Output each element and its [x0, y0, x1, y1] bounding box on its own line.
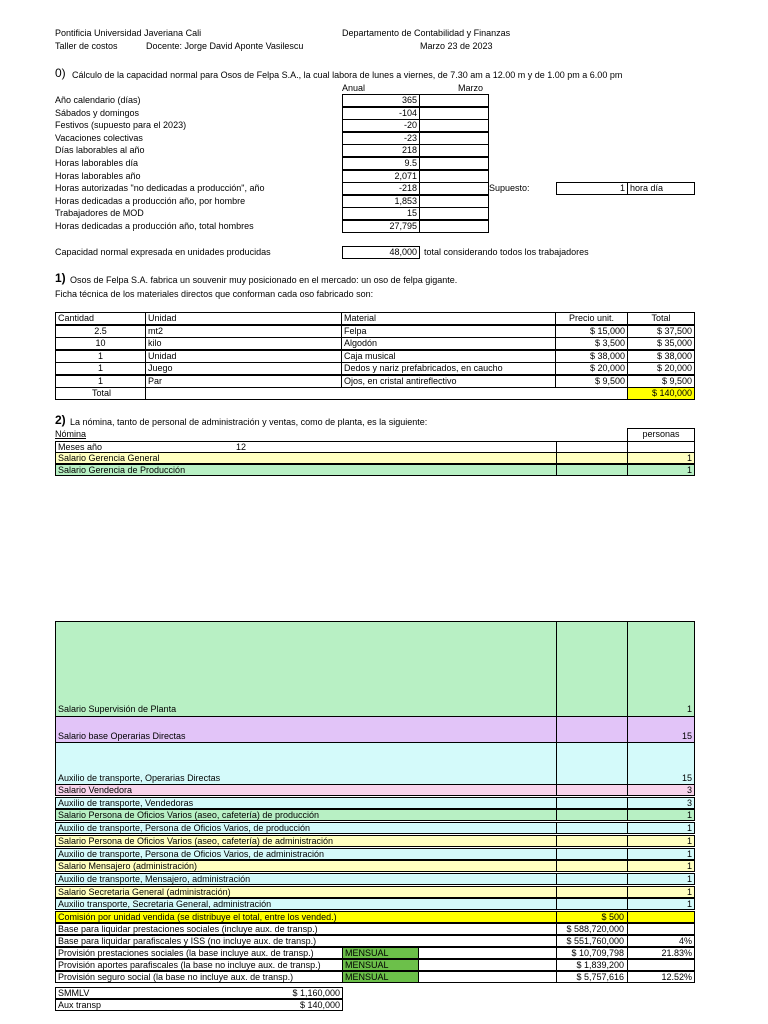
section-0-title: Cálculo de la capacidad normal para Osos de Felpa S.A., la cual labora de lunes a viernes, de 7.30 am a 12.00 m y de 1.00 pm a 6.00 pm: [72, 70, 623, 80]
capacity-row-anual: 1,853: [342, 195, 420, 208]
materials-cell-total: $ 35,000: [627, 337, 695, 350]
materials-cell-price: $ 9,500: [555, 375, 628, 388]
payroll-row: [55, 464, 695, 476]
materials-total-label: Total: [55, 387, 146, 400]
capacity-row-anual: 2,071: [342, 170, 420, 183]
prov-prest-label: Provisión prestaciones sociales (la base incluye aux. de transp.): [58, 948, 314, 958]
capacity-row-marzo: [419, 207, 489, 220]
section-0-number: 0): [55, 66, 66, 80]
capacity-row-label: Trabajadores de MOD: [55, 208, 144, 219]
materials-cell-qty: 10: [55, 337, 146, 350]
prov-prest-value: $ 10,709,798: [571, 948, 624, 958]
comision-row: [55, 911, 695, 923]
payroll-row-personas: 1: [686, 848, 692, 859]
payroll-row-personas: 1: [686, 453, 692, 463]
payroll-row-label: Auxilio de transporte, Persona de Oficios Varios, de administración: [58, 848, 324, 859]
payroll-row-label: Auxilio de transporte, Vendedoras: [58, 797, 194, 808]
materials-header-total: Total: [627, 312, 695, 325]
smmlv-value: $ 1,160,000: [292, 988, 340, 998]
capacity-row-marzo: [419, 220, 489, 233]
meses-label: Meses año: [58, 442, 103, 452]
materials-cell-price: $ 3,500: [555, 337, 628, 350]
aux-transp-label: Aux transp: [58, 1000, 102, 1010]
prov-paraf-row: [55, 959, 695, 971]
payroll-row-label: Salario Secretaria General (administración): [58, 886, 231, 897]
materials-cell-material: Felpa: [341, 325, 556, 338]
payroll-row-supervision: [55, 621, 695, 717]
materials-total-spacer: [145, 387, 628, 400]
aux-transp-value: $ 140,000: [299, 1000, 340, 1010]
materials-cell-material: Algodón: [341, 337, 556, 350]
aux-transp-row: [55, 999, 343, 1011]
personas-header: personas: [627, 428, 695, 442]
materials-cell-qty: 1: [55, 350, 146, 363]
materials-cell-qty: 2.5: [55, 325, 146, 338]
capacity-row-marzo: [419, 157, 489, 170]
capacity-row-marzo: [419, 119, 489, 132]
payroll-row: [55, 886, 695, 898]
capacity-row-anual: 365: [342, 94, 420, 107]
materials-cell-unit: Juego: [145, 362, 342, 375]
capacity-row-label: Horas laborables día: [55, 158, 139, 168]
materials-cell-unit: mt2: [145, 325, 342, 338]
capacity-label: Capacidad normal expresada en unidades producidas: [55, 247, 271, 257]
mensual-badge: MENSUAL: [342, 971, 419, 983]
capacity-row-marzo: [419, 170, 489, 183]
payroll-row-label: Salario Gerencia General: [58, 453, 160, 463]
comision-value: $ 500: [601, 912, 624, 922]
col-anual-header: Anual: [342, 83, 366, 93]
materials-cell-total: $ 20,000: [627, 362, 695, 375]
section-1-line1: Osos de Felpa S.A. fabrica un souvenir muy posicionado en el mercado: un oso de felpa gigante.: [70, 275, 458, 285]
payroll-row: [55, 809, 695, 821]
materials-cell-total: $ 37,500: [627, 325, 695, 338]
materials-cell-price: $ 38,000: [555, 350, 628, 363]
payroll-row-label: Auxilio de transporte, Persona de Oficios Varios, de producción: [58, 823, 310, 834]
payroll-row-personas: 1: [686, 810, 692, 821]
payroll-row-label: Auxilio transporte, Secretaria General, administración: [58, 899, 272, 910]
materials-cell-qty: 1: [55, 362, 146, 375]
materials-cell-material: Dedos y nariz prefabricados, en caucho: [341, 362, 556, 375]
capacity-row-label: Vacaciones colectivas: [55, 132, 143, 143]
capacity-row-anual: -23: [342, 132, 420, 145]
materials-header-price: Precio unit.: [555, 312, 628, 325]
prov-paraf-value: $ 1,839,200: [576, 960, 624, 970]
capacity-row-label: Horas dedicadas a producción año, total hombres: [55, 221, 254, 231]
payroll-row-label: Salario Supervisión de Planta: [58, 704, 177, 714]
payroll-row-personas: 3: [686, 797, 692, 808]
materials-cell-price: $ 15,000: [555, 325, 628, 338]
base-paraf-label: Base para liquidar parafiscales y ISS (no incluye aux. de transp.): [58, 936, 317, 946]
payroll-row-personas: 15: [681, 731, 692, 741]
payroll-row-personas: 15: [681, 773, 692, 783]
base-paraf-pct: 4%: [678, 936, 692, 946]
payroll-row-personas: 1: [686, 465, 692, 475]
payroll-row-label: Salario Gerencia de Producción: [58, 465, 186, 475]
materials-header-unit: Unidad: [145, 312, 342, 325]
payroll-row-label: Salario Vendedora: [58, 785, 133, 795]
capacity-row-label: Año calendario (días): [55, 95, 141, 105]
materials-cell-qty: 1: [55, 375, 146, 388]
payroll-row-label: Salario Persona de Oficios Varios (aseo, cafetería) de administración: [58, 835, 333, 846]
payroll-row: [55, 860, 695, 872]
payroll-row-personas: 1: [686, 835, 692, 846]
payroll-row: [55, 452, 695, 464]
capacity-row-marzo: [419, 144, 489, 157]
comision-label: Comisión por unidad vendida (se distribuye el total, entre los vended.): [58, 912, 337, 922]
document-date: Marzo 23 de 2023: [420, 41, 493, 51]
section-1-line2: Ficha técnica de los materiales directos que conforman cada oso fabricado son:: [55, 289, 374, 299]
base-prest-value: $ 588,720,000: [566, 924, 624, 934]
capacity-note: total considerando todos los trabajadores: [424, 247, 589, 257]
materials-total-value: $ 140,000: [627, 387, 695, 400]
payroll-row: [55, 835, 695, 847]
capacity-row-anual: 27,795: [342, 220, 420, 233]
capacity-row-marzo: [419, 94, 489, 107]
prov-prest-row: [55, 947, 695, 959]
payroll-row: [55, 898, 695, 910]
payroll-row-label: Auxilio de transporte, Mensajero, administración: [58, 873, 251, 884]
materials-cell-price: $ 20,000: [555, 362, 628, 375]
prov-seguro-pct: 12.52%: [661, 972, 692, 982]
supuesto-label: Supuesto:: [489, 183, 530, 193]
supuesto-unit: hora día: [627, 182, 695, 195]
capacity-row-label: Horas laborables año: [55, 170, 141, 181]
capacity-row-anual: 9.5: [342, 157, 420, 170]
payroll-row-personas: 1: [686, 861, 692, 872]
mensual-badge: MENSUAL: [342, 959, 419, 971]
payroll-row-personas: 1: [686, 823, 692, 834]
col-marzo-header: Marzo: [458, 83, 484, 93]
capacity-row-anual: -218: [342, 182, 420, 195]
prov-seguro-row: [55, 971, 695, 983]
payroll-row-personas: 1: [686, 704, 692, 714]
capacity-row-anual: 218: [342, 144, 420, 157]
materials-cell-material: Caja musical: [341, 350, 556, 363]
materials-cell-total: $ 38,000: [627, 350, 695, 363]
capacity-row-label: Festivos (supuesto para el 2023): [55, 120, 187, 131]
capacity-row-anual: 15: [342, 207, 420, 220]
materials-cell-unit: Unidad: [145, 350, 342, 363]
section-1-number: 1): [55, 271, 66, 285]
university-name: Pontificia Universidad Javeriana Cali: [55, 28, 202, 38]
materials-header-qty: Cantidad: [55, 312, 146, 325]
section-2-line1: La nómina, tanto de personal de administración y ventas, como de planta, es la siguiente:: [70, 417, 428, 427]
prov-paraf-label: Provisión aportes parafiscales (la base no incluye aux. de transp.): [58, 960, 321, 970]
capacity-row-label: Horas dedicadas a producción año, por hombre: [55, 195, 246, 206]
materials-cell-unit: Par: [145, 375, 342, 388]
base-prest-label: Base para liquidar prestaciones sociales (incluye aux. de transp.): [58, 924, 318, 934]
mensual-badge: MENSUAL: [342, 947, 419, 959]
prov-seguro-value: $ 5,757,616: [576, 972, 624, 982]
course-name: Taller de costos: [55, 41, 118, 51]
payroll-row-personas: 3: [686, 785, 692, 795]
capacity-row-label: Sábados y domingos: [55, 107, 140, 118]
section-2-number: 2): [55, 413, 66, 427]
payroll-row-label: Salario Mensajero (administración): [58, 861, 198, 872]
nomina-label: Nómina: [55, 429, 87, 439]
smmlv-label: SMMLV: [58, 988, 90, 998]
capacity-row-marzo: [419, 132, 489, 145]
capacity-row-marzo: [419, 195, 489, 208]
capacity-row-anual: -104: [342, 107, 420, 120]
capacity-value: 48,000: [342, 246, 420, 259]
supuesto-value: 1: [556, 182, 628, 195]
payroll-row: [55, 797, 695, 809]
payroll-row: [55, 873, 695, 885]
capacity-row-label: Días laborables al año: [55, 145, 145, 156]
capacity-row-marzo: [419, 107, 489, 120]
payroll-row-label: Salario Persona de Oficios Varios (aseo, cafetería) de producción: [58, 810, 319, 821]
materials-cell-material: Ojos, en cristal antireflectivo: [341, 375, 556, 388]
meses-value: 12: [236, 442, 247, 452]
prov-prest-pct: 21.83%: [661, 948, 692, 958]
materials-cell-unit: kilo: [145, 337, 342, 350]
smmlv-row: [55, 987, 343, 999]
payroll-row-label: Auxilio de transporte, Operarias Directas: [58, 773, 221, 783]
capacity-row-label: Horas autorizadas "no dedicadas a producción", año: [55, 183, 265, 194]
prov-seguro-label: Provisión seguro social (la base no incluye aux. de transp.): [58, 972, 294, 982]
base-paraf-value: $ 551,760,000: [566, 936, 624, 946]
payroll-row-operarias: [55, 716, 695, 743]
payroll-row-label: Salario base Operarias Directas: [58, 731, 186, 741]
department-name: Departamento de Contabilidad y Finanzas: [342, 28, 511, 38]
payroll-row-aux-operarias: [55, 742, 695, 785]
teacher-name: Docente: Jorge David Aponte Vasilescu: [146, 41, 304, 51]
base-paraf-row: [55, 935, 695, 947]
materials-cell-total: $ 9,500: [627, 375, 695, 388]
payroll-row: [55, 848, 695, 860]
payroll-row: [55, 822, 695, 834]
capacity-row-marzo: [419, 182, 489, 195]
payroll-row-personas: 1: [686, 873, 692, 884]
materials-header-material: Material: [341, 312, 556, 325]
payroll-row-personas: 1: [686, 886, 692, 897]
payroll-row-personas: 1: [686, 899, 692, 910]
capacity-row-anual: -20: [342, 119, 420, 132]
payroll-row: [55, 784, 695, 796]
base-prest-row: [55, 923, 695, 935]
